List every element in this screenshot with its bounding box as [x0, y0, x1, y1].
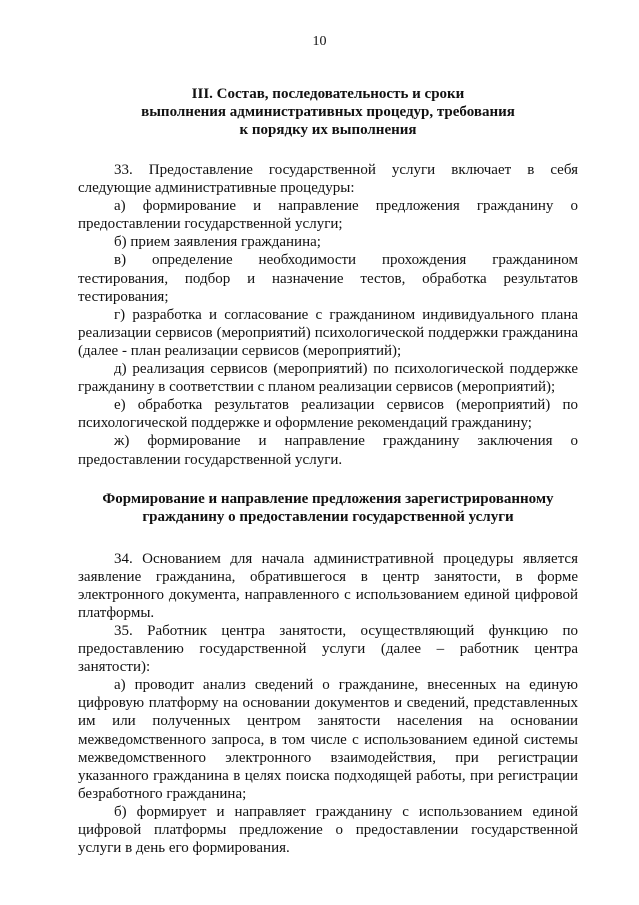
section-title-line: к порядку их выполнения	[239, 122, 417, 138]
section-title-line: III. Состав, последовательность и сроки	[191, 86, 465, 102]
document-body	[78, 85, 578, 857]
page-number: 10	[312, 34, 327, 49]
paragraph-33: 33. Предоставление государственной услуги включает в себя следующие административные процедуры:	[78, 162, 578, 197]
paragraph-34: 34. Основанием для начала административной процедуры является заявление гражданина, обратившегося в центр занятости, в форме электронного документа, направленного с использованием единой цифровой платформы.	[78, 550, 578, 621]
list-item-e: е) обработка результатов реализации сервисов (мероприятий) по психологической поддержке и оформление рекомендаций гражданину;	[78, 397, 578, 432]
list-item-a: а) формирование и направление предложения гражданину о предоставлении государственной услуги;	[78, 198, 578, 233]
section-title-line: выполнения административных процедур, требования	[141, 104, 515, 120]
list-item-a: а) проводит анализ сведений о гражданине, внесенных на единую цифровую платформу на основании документов и сведений, представленных им или полученных центром занятости населения на основании межведомственного запроса, в том числе с использованием единой системы межведомственного электронного взаимодействия, при регистрации указанного гражданина в целях поиска подходящей работы, при регистрации безработного гражданина;	[78, 677, 578, 802]
subsection-title-line: гражданину о предоставлении государственной услуги	[142, 508, 514, 525]
subsection-title	[78, 490, 578, 526]
list-item-v: в) определение необходимости прохождения гражданином тестирования, подбор и назначение тестов, обработка результатов тестирования;	[78, 252, 578, 305]
list-item-zh: ж) формирование и направление гражданину заключения о предоставлении государственной услуги.	[78, 433, 578, 468]
section-title	[78, 85, 578, 139]
paragraph-35: 35. Работник центра занятости, осуществляющий функцию по предоставлению государственной услуги (далее – работник центра занятости):	[78, 622, 578, 676]
list-item-b: б) прием заявления гражданина;	[114, 234, 321, 251]
subsection-title-line: Формирование и направление предложения зарегистрированному	[102, 490, 554, 507]
list-item-b: б) формирует и направляет гражданину с использованием единой цифровой платформы предложение о предоставлении государственной услуги в день его формирования.	[78, 803, 578, 857]
list-item-d: д) реализация сервисов (мероприятий) по психологической поддержке гражданину в соответствии с планом реализации сервисов (мероприятий);	[78, 361, 578, 396]
list-item-g: г) разработка и согласование с гражданином индивидуального плана реализации сервисов (мероприятий) психологической поддержки гражданина (далее - план реализации сервисов (мероприятий);	[78, 306, 578, 359]
